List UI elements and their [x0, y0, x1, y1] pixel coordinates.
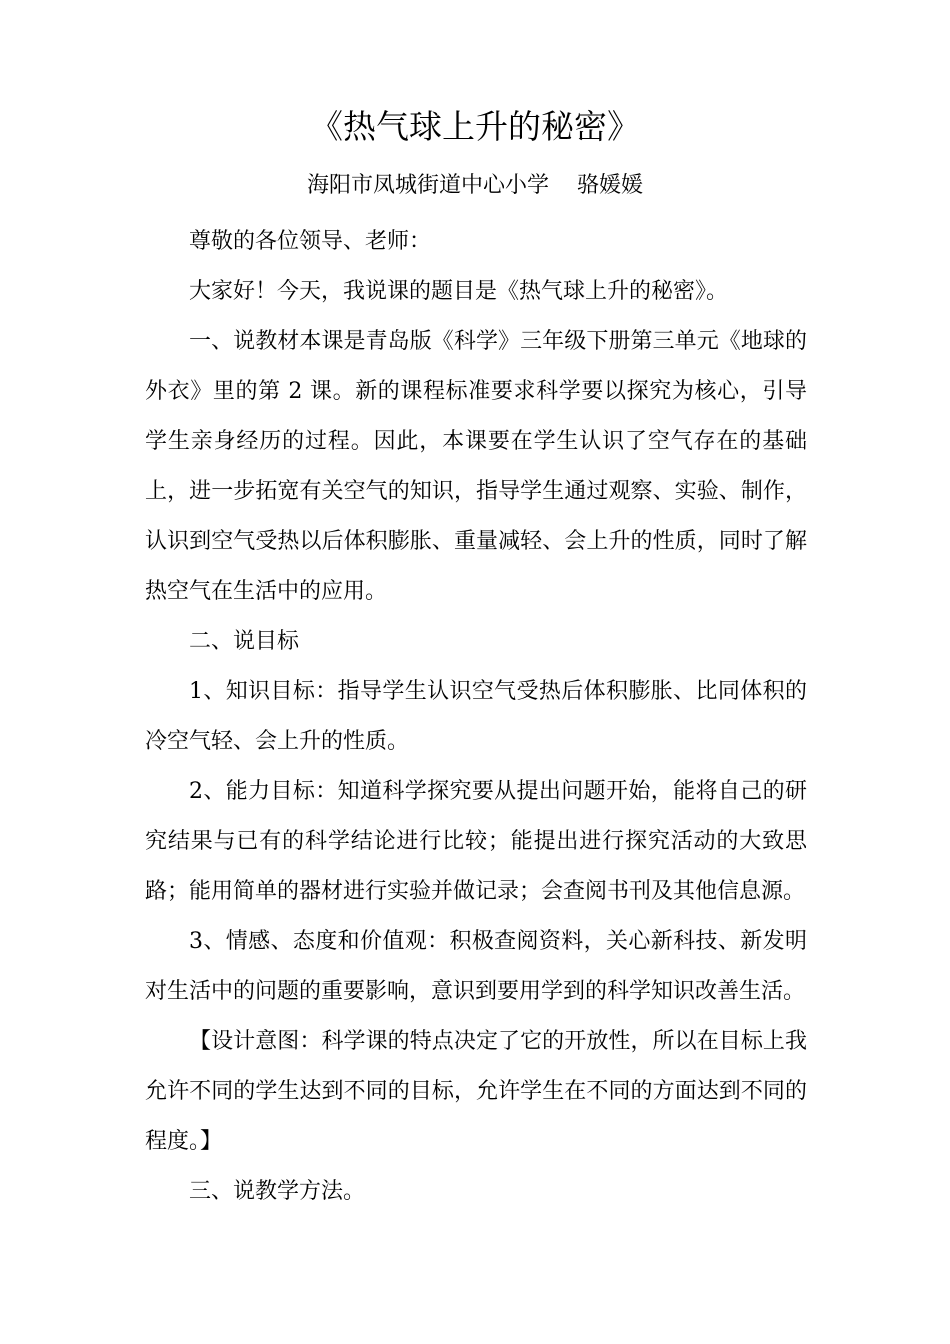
- goal-attitude-paragraph: 3、情感、态度和价值观：积极查阅资料，关心新科技、新发明对生活中的问题的重要影响，意识到要用学到的科学知识改善生活。: [145, 929, 807, 1004]
- goal-knowledge-paragraph: 1、知识目标：指导学生认识空气受热后体积膨胀、比同体积的冷空气轻、会上升的性质。: [145, 679, 807, 754]
- intro-paragraph: 大家好！今天，我说课的题目是《热气球上升的秘密》。: [189, 279, 729, 304]
- greeting-paragraph: 尊敬的各位领导、老师：: [189, 229, 432, 254]
- document-body: [145, 217, 807, 1217]
- textbook-paragraph: 一、说教材本课是青岛版《科学》三年级下册第三单元《地球的外衣》里的第 2 课。新的课程标准要求科学要以探究为核心，引导学生亲身经历的过程。因此，本课要在学生认识了空气存在的基础上，进一步拓宽有关空气的知识，指导学生通过观察、实验、制作，认识到空气受热以后体积膨胀、重量减轻、会上升的性质，同时了解热空气在生活中的应用。: [145, 329, 807, 604]
- goal-ability-paragraph: 2、能力目标：知道科学探究要从提出问题开始，能将自己的研究结果与已有的科学结论进行比较；能提出进行探究活动的大致思路；能用简单的器材进行实验并做记录；会查阅书刊及其他信息源。: [145, 779, 807, 904]
- author-line: 海阳市凤城街道中心小学 骆媛媛: [307, 173, 643, 198]
- section-heading-goals: 二、说目标: [189, 629, 300, 654]
- document-title: 《热气球上升的秘密》: [310, 107, 640, 146]
- design-intent-paragraph: 【设计意图：科学课的特点决定了它的开放性，所以在目标上我允许不同的学生达到不同的目标，允许学生在不同的方面达到不同的程度。】: [145, 1029, 807, 1154]
- section-heading-methods: 三、说教学方法。: [189, 1179, 366, 1204]
